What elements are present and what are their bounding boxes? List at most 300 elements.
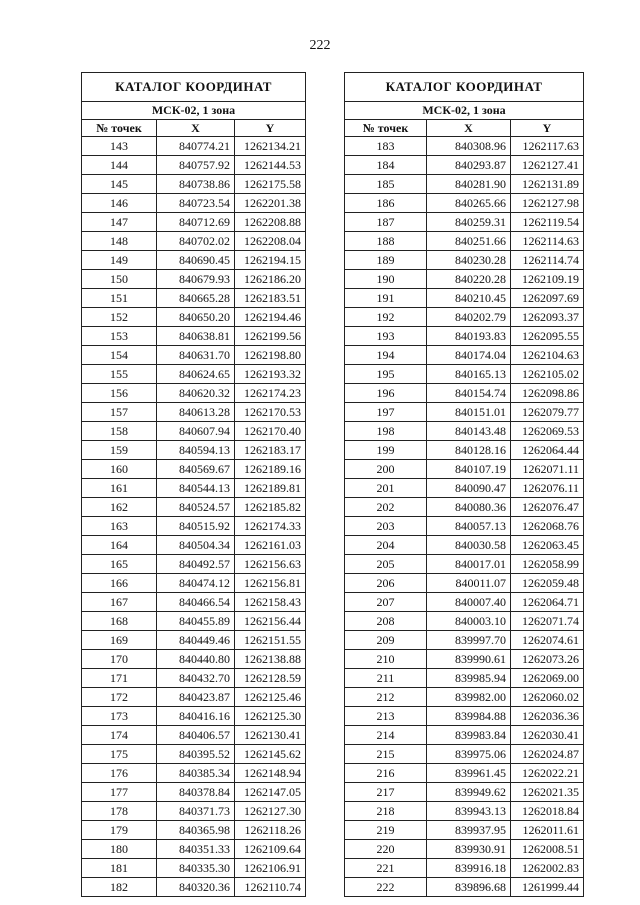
y-coordinate-cell: 1262174.33 (235, 517, 306, 536)
table-row (345, 840, 584, 859)
x-coordinate-cell: 840423.87 (157, 688, 235, 707)
table-row (345, 213, 584, 232)
x-coordinate-cell: 840090.47 (427, 479, 511, 498)
y-coordinate-cell: 1262185.82 (235, 498, 306, 517)
x-coordinate-cell: 840712.69 (157, 213, 235, 232)
point-number-cell: 146 (82, 194, 157, 213)
x-coordinate-cell: 840335.30 (157, 859, 235, 878)
point-number-cell: 201 (345, 479, 427, 498)
x-coordinate-cell: 840466.54 (157, 593, 235, 612)
x-coordinate-cell: 839975.06 (427, 745, 511, 764)
point-number-cell: 190 (345, 270, 427, 289)
x-coordinate-cell: 840492.57 (157, 555, 235, 574)
x-coordinate-cell: 840607.94 (157, 422, 235, 441)
table-row (345, 270, 584, 289)
y-coordinate-cell: 1261999.44 (511, 878, 584, 897)
point-number-cell: 199 (345, 441, 427, 460)
table-row (82, 175, 306, 194)
table-row (345, 650, 584, 669)
table-row (345, 593, 584, 612)
table-row (82, 593, 306, 612)
table-row (345, 783, 584, 802)
point-number-cell: 162 (82, 498, 157, 517)
point-number-cell: 216 (345, 764, 427, 783)
x-coordinate-cell: 840017.01 (427, 555, 511, 574)
point-number-cell: 213 (345, 707, 427, 726)
table-row (345, 612, 584, 631)
column-header-x: X (157, 120, 235, 137)
y-coordinate-cell: 1262183.51 (235, 289, 306, 308)
y-coordinate-cell: 1262068.76 (511, 517, 584, 536)
table-row (82, 555, 306, 574)
page-number: 222 (309, 38, 331, 53)
y-coordinate-cell: 1262128.59 (235, 669, 306, 688)
y-coordinate-cell: 1262030.41 (511, 726, 584, 745)
point-number-cell: 189 (345, 251, 427, 270)
y-coordinate-cell: 1262170.40 (235, 422, 306, 441)
point-number-cell: 186 (345, 194, 427, 213)
x-coordinate-cell: 840665.28 (157, 289, 235, 308)
point-number-cell: 217 (345, 783, 427, 802)
x-coordinate-cell: 839943.13 (427, 802, 511, 821)
y-coordinate-cell: 1262156.81 (235, 574, 306, 593)
point-number-cell: 193 (345, 327, 427, 346)
table-row (345, 859, 584, 878)
point-number-cell: 163 (82, 517, 157, 536)
table-row (82, 156, 306, 175)
y-coordinate-cell: 1262158.43 (235, 593, 306, 612)
x-coordinate-cell: 840320.36 (157, 878, 235, 897)
x-coordinate-cell: 840690.45 (157, 251, 235, 270)
table-title: КАТАЛОГ КООРДИНАТ (345, 73, 584, 102)
table-row (345, 821, 584, 840)
coordinate-catalog-table-right (344, 72, 584, 897)
y-coordinate-cell: 1262119.54 (511, 213, 584, 232)
point-number-cell: 177 (82, 783, 157, 802)
table-row (345, 137, 584, 156)
x-coordinate-cell: 839949.62 (427, 783, 511, 802)
table-row (82, 840, 306, 859)
point-number-cell: 185 (345, 175, 427, 194)
point-number-cell: 196 (345, 384, 427, 403)
table-row (345, 384, 584, 403)
table-row (82, 213, 306, 232)
y-coordinate-cell: 1262109.64 (235, 840, 306, 859)
y-coordinate-cell: 1262194.46 (235, 308, 306, 327)
coordinate-catalog-table-left (81, 72, 306, 897)
point-number-cell: 159 (82, 441, 157, 460)
y-coordinate-cell: 1262114.74 (511, 251, 584, 270)
point-number-cell: 180 (82, 840, 157, 859)
point-number-cell: 206 (345, 574, 427, 593)
point-number-cell: 182 (82, 878, 157, 897)
column-header-point-number: № точек (82, 120, 157, 137)
point-number-cell: 150 (82, 270, 157, 289)
table-row (345, 479, 584, 498)
y-coordinate-cell: 1262134.21 (235, 137, 306, 156)
table-row (345, 707, 584, 726)
x-coordinate-cell: 840251.66 (427, 232, 511, 251)
y-coordinate-cell: 1262109.19 (511, 270, 584, 289)
y-coordinate-cell: 1262024.87 (511, 745, 584, 764)
y-coordinate-cell: 1262175.58 (235, 175, 306, 194)
y-coordinate-cell: 1262127.30 (235, 802, 306, 821)
point-number-cell: 191 (345, 289, 427, 308)
table-row (345, 346, 584, 365)
y-coordinate-cell: 1262198.80 (235, 346, 306, 365)
point-number-cell: 208 (345, 612, 427, 631)
y-coordinate-cell: 1262076.47 (511, 498, 584, 517)
y-coordinate-cell: 1262060.02 (511, 688, 584, 707)
x-coordinate-cell: 840638.81 (157, 327, 235, 346)
point-number-cell: 194 (345, 346, 427, 365)
table-row (82, 859, 306, 878)
table-row (345, 498, 584, 517)
y-coordinate-cell: 1262199.56 (235, 327, 306, 346)
x-coordinate-cell: 840613.28 (157, 403, 235, 422)
x-coordinate-cell: 839930.91 (427, 840, 511, 859)
point-number-cell: 170 (82, 650, 157, 669)
table-row (345, 802, 584, 821)
y-coordinate-cell: 1262069.00 (511, 669, 584, 688)
point-number-cell: 200 (345, 460, 427, 479)
point-number-cell: 151 (82, 289, 157, 308)
x-coordinate-cell: 840594.13 (157, 441, 235, 460)
x-coordinate-cell: 840504.34 (157, 536, 235, 555)
table-row (345, 726, 584, 745)
point-number-cell: 143 (82, 137, 157, 156)
table-row (345, 194, 584, 213)
y-coordinate-cell: 1262208.04 (235, 232, 306, 251)
point-number-cell: 157 (82, 403, 157, 422)
table-row (345, 631, 584, 650)
table-row (345, 441, 584, 460)
table-row (82, 669, 306, 688)
x-coordinate-cell: 839997.70 (427, 631, 511, 650)
x-coordinate-cell: 840432.70 (157, 669, 235, 688)
y-coordinate-cell: 1262156.44 (235, 612, 306, 631)
x-coordinate-cell: 839961.45 (427, 764, 511, 783)
y-coordinate-cell: 1262036.36 (511, 707, 584, 726)
x-coordinate-cell: 840003.10 (427, 612, 511, 631)
x-coordinate-cell: 840220.28 (427, 270, 511, 289)
point-number-cell: 215 (345, 745, 427, 764)
point-number-cell: 148 (82, 232, 157, 251)
x-coordinate-cell: 840679.93 (157, 270, 235, 289)
x-coordinate-cell: 840259.31 (427, 213, 511, 232)
y-coordinate-cell: 1262018.84 (511, 802, 584, 821)
table-row (345, 327, 584, 346)
point-number-cell: 179 (82, 821, 157, 840)
point-number-cell: 214 (345, 726, 427, 745)
table-row (82, 802, 306, 821)
table-row (82, 764, 306, 783)
x-coordinate-cell: 840007.40 (427, 593, 511, 612)
y-coordinate-cell: 1262114.63 (511, 232, 584, 251)
table-row (345, 536, 584, 555)
point-number-cell: 219 (345, 821, 427, 840)
table-row (345, 289, 584, 308)
table-row (345, 422, 584, 441)
table-title: КАТАЛОГ КООРДИНАТ (82, 73, 306, 102)
table-row (345, 517, 584, 536)
table-row (82, 783, 306, 802)
table-row (345, 460, 584, 479)
y-coordinate-cell: 1262156.63 (235, 555, 306, 574)
table-row (82, 821, 306, 840)
point-number-cell: 147 (82, 213, 157, 232)
x-coordinate-cell: 840544.13 (157, 479, 235, 498)
y-coordinate-cell: 1262127.98 (511, 194, 584, 213)
y-coordinate-cell: 1262130.41 (235, 726, 306, 745)
point-number-cell: 207 (345, 593, 427, 612)
table-row (345, 365, 584, 384)
x-coordinate-cell: 840631.70 (157, 346, 235, 365)
y-coordinate-cell: 1262127.41 (511, 156, 584, 175)
y-coordinate-cell: 1262022.21 (511, 764, 584, 783)
table-row (345, 878, 584, 897)
point-number-cell: 173 (82, 707, 157, 726)
x-coordinate-cell: 840378.84 (157, 783, 235, 802)
x-coordinate-cell: 840174.04 (427, 346, 511, 365)
table-row (345, 688, 584, 707)
y-coordinate-cell: 1262144.53 (235, 156, 306, 175)
x-coordinate-cell: 840757.92 (157, 156, 235, 175)
x-coordinate-cell: 840057.13 (427, 517, 511, 536)
y-coordinate-cell: 1262161.03 (235, 536, 306, 555)
point-number-cell: 165 (82, 555, 157, 574)
point-number-cell: 188 (345, 232, 427, 251)
table-row (82, 232, 306, 251)
x-coordinate-cell: 839983.84 (427, 726, 511, 745)
point-number-cell: 160 (82, 460, 157, 479)
point-number-cell: 220 (345, 840, 427, 859)
column-header-point-number: № точек (345, 120, 427, 137)
point-number-cell: 197 (345, 403, 427, 422)
x-coordinate-cell: 840193.83 (427, 327, 511, 346)
y-coordinate-cell: 1262064.44 (511, 441, 584, 460)
table-subtitle: МСК-02, 1 зона (345, 102, 584, 120)
table-row (82, 251, 306, 270)
x-coordinate-cell: 840702.02 (157, 232, 235, 251)
table-row (82, 498, 306, 517)
y-coordinate-cell: 1262098.86 (511, 384, 584, 403)
x-coordinate-cell: 840308.96 (427, 137, 511, 156)
x-coordinate-cell: 840202.79 (427, 308, 511, 327)
point-number-cell: 174 (82, 726, 157, 745)
point-number-cell: 203 (345, 517, 427, 536)
table-row (82, 346, 306, 365)
point-number-cell: 198 (345, 422, 427, 441)
y-coordinate-cell: 1262110.74 (235, 878, 306, 897)
y-coordinate-cell: 1262189.81 (235, 479, 306, 498)
y-coordinate-cell: 1262095.55 (511, 327, 584, 346)
x-coordinate-cell: 840395.52 (157, 745, 235, 764)
point-number-cell: 145 (82, 175, 157, 194)
y-coordinate-cell: 1262201.38 (235, 194, 306, 213)
x-coordinate-cell: 840406.57 (157, 726, 235, 745)
y-coordinate-cell: 1262097.69 (511, 289, 584, 308)
table-row (82, 745, 306, 764)
x-coordinate-cell: 840265.66 (427, 194, 511, 213)
point-number-cell: 210 (345, 650, 427, 669)
x-coordinate-cell: 840474.12 (157, 574, 235, 593)
point-number-cell: 181 (82, 859, 157, 878)
point-number-cell: 204 (345, 536, 427, 555)
table-row (82, 536, 306, 555)
point-number-cell: 222 (345, 878, 427, 897)
y-coordinate-cell: 1262008.51 (511, 840, 584, 859)
y-coordinate-cell: 1262021.35 (511, 783, 584, 802)
x-coordinate-cell: 840365.98 (157, 821, 235, 840)
point-number-cell: 195 (345, 365, 427, 384)
table-row (82, 612, 306, 631)
x-coordinate-cell: 839984.88 (427, 707, 511, 726)
y-coordinate-cell: 1262105.02 (511, 365, 584, 384)
x-coordinate-cell: 839916.18 (427, 859, 511, 878)
y-coordinate-cell: 1262194.15 (235, 251, 306, 270)
point-number-cell: 172 (82, 688, 157, 707)
x-coordinate-cell: 840151.01 (427, 403, 511, 422)
x-coordinate-cell: 840385.34 (157, 764, 235, 783)
x-coordinate-cell: 840351.33 (157, 840, 235, 859)
point-number-cell: 183 (345, 137, 427, 156)
y-coordinate-cell: 1262148.94 (235, 764, 306, 783)
x-coordinate-cell: 840371.73 (157, 802, 235, 821)
table-row (345, 669, 584, 688)
x-coordinate-cell: 840210.45 (427, 289, 511, 308)
x-coordinate-cell: 840449.46 (157, 631, 235, 650)
point-number-cell: 212 (345, 688, 427, 707)
y-coordinate-cell: 1262074.61 (511, 631, 584, 650)
table-row (345, 232, 584, 251)
table-row (82, 137, 306, 156)
table-row (82, 650, 306, 669)
point-number-cell: 218 (345, 802, 427, 821)
column-header-x: X (427, 120, 511, 137)
y-coordinate-cell: 1262064.71 (511, 593, 584, 612)
x-coordinate-cell: 840515.92 (157, 517, 235, 536)
x-coordinate-cell: 839990.61 (427, 650, 511, 669)
point-number-cell: 154 (82, 346, 157, 365)
table-row (82, 688, 306, 707)
table-row (82, 574, 306, 593)
y-coordinate-cell: 1262138.88 (235, 650, 306, 669)
point-number-cell: 152 (82, 308, 157, 327)
x-coordinate-cell: 840738.86 (157, 175, 235, 194)
x-coordinate-cell: 839937.95 (427, 821, 511, 840)
y-coordinate-cell: 1262093.37 (511, 308, 584, 327)
y-coordinate-cell: 1262071.74 (511, 612, 584, 631)
point-number-cell: 211 (345, 669, 427, 688)
point-number-cell: 167 (82, 593, 157, 612)
table-row (82, 289, 306, 308)
x-coordinate-cell: 840440.80 (157, 650, 235, 669)
point-number-cell: 192 (345, 308, 427, 327)
point-number-cell: 153 (82, 327, 157, 346)
y-coordinate-cell: 1262170.53 (235, 403, 306, 422)
x-coordinate-cell: 840030.58 (427, 536, 511, 555)
y-coordinate-cell: 1262106.91 (235, 859, 306, 878)
point-number-cell: 171 (82, 669, 157, 688)
y-coordinate-cell: 1262193.32 (235, 365, 306, 384)
table-row (82, 517, 306, 536)
y-coordinate-cell: 1262069.53 (511, 422, 584, 441)
table-row (82, 270, 306, 289)
point-number-cell: 161 (82, 479, 157, 498)
x-coordinate-cell: 840281.90 (427, 175, 511, 194)
point-number-cell: 144 (82, 156, 157, 175)
table-row (82, 365, 306, 384)
table-row (82, 194, 306, 213)
y-coordinate-cell: 1262071.11 (511, 460, 584, 479)
point-number-cell: 187 (345, 213, 427, 232)
table-row (82, 878, 306, 897)
table-row (345, 251, 584, 270)
point-number-cell: 209 (345, 631, 427, 650)
y-coordinate-cell: 1262186.20 (235, 270, 306, 289)
x-coordinate-cell: 839982.00 (427, 688, 511, 707)
point-number-cell: 184 (345, 156, 427, 175)
point-number-cell: 175 (82, 745, 157, 764)
table-row (345, 574, 584, 593)
x-coordinate-cell: 840650.20 (157, 308, 235, 327)
x-coordinate-cell: 840107.19 (427, 460, 511, 479)
table-row (82, 631, 306, 650)
table-row (345, 175, 584, 194)
table-row (82, 479, 306, 498)
x-coordinate-cell: 840154.74 (427, 384, 511, 403)
y-coordinate-cell: 1262059.48 (511, 574, 584, 593)
table-row (82, 460, 306, 479)
y-coordinate-cell: 1262125.46 (235, 688, 306, 707)
x-coordinate-cell: 840774.21 (157, 137, 235, 156)
y-coordinate-cell: 1262147.05 (235, 783, 306, 802)
x-coordinate-cell: 839896.68 (427, 878, 511, 897)
y-coordinate-cell: 1262058.99 (511, 555, 584, 574)
x-coordinate-cell: 840624.65 (157, 365, 235, 384)
x-coordinate-cell: 840080.36 (427, 498, 511, 517)
point-number-cell: 164 (82, 536, 157, 555)
table-row (82, 308, 306, 327)
table-row (345, 308, 584, 327)
point-number-cell: 205 (345, 555, 427, 574)
x-coordinate-cell: 840230.28 (427, 251, 511, 270)
x-coordinate-cell: 840569.67 (157, 460, 235, 479)
table-row (82, 327, 306, 346)
table-row (345, 745, 584, 764)
point-number-cell: 155 (82, 365, 157, 384)
table-row (345, 403, 584, 422)
x-coordinate-cell: 840416.16 (157, 707, 235, 726)
point-number-cell: 168 (82, 612, 157, 631)
table-row (345, 555, 584, 574)
x-coordinate-cell: 840524.57 (157, 498, 235, 517)
x-coordinate-cell: 840165.13 (427, 365, 511, 384)
x-coordinate-cell: 840723.54 (157, 194, 235, 213)
point-number-cell: 178 (82, 802, 157, 821)
y-coordinate-cell: 1262076.11 (511, 479, 584, 498)
table-row (82, 726, 306, 745)
table-row (82, 384, 306, 403)
x-coordinate-cell: 840455.89 (157, 612, 235, 631)
point-number-cell: 221 (345, 859, 427, 878)
table-row (345, 764, 584, 783)
x-coordinate-cell: 840128.16 (427, 441, 511, 460)
point-number-cell: 156 (82, 384, 157, 403)
point-number-cell: 176 (82, 764, 157, 783)
table-subtitle: МСК-02, 1 зона (82, 102, 306, 120)
